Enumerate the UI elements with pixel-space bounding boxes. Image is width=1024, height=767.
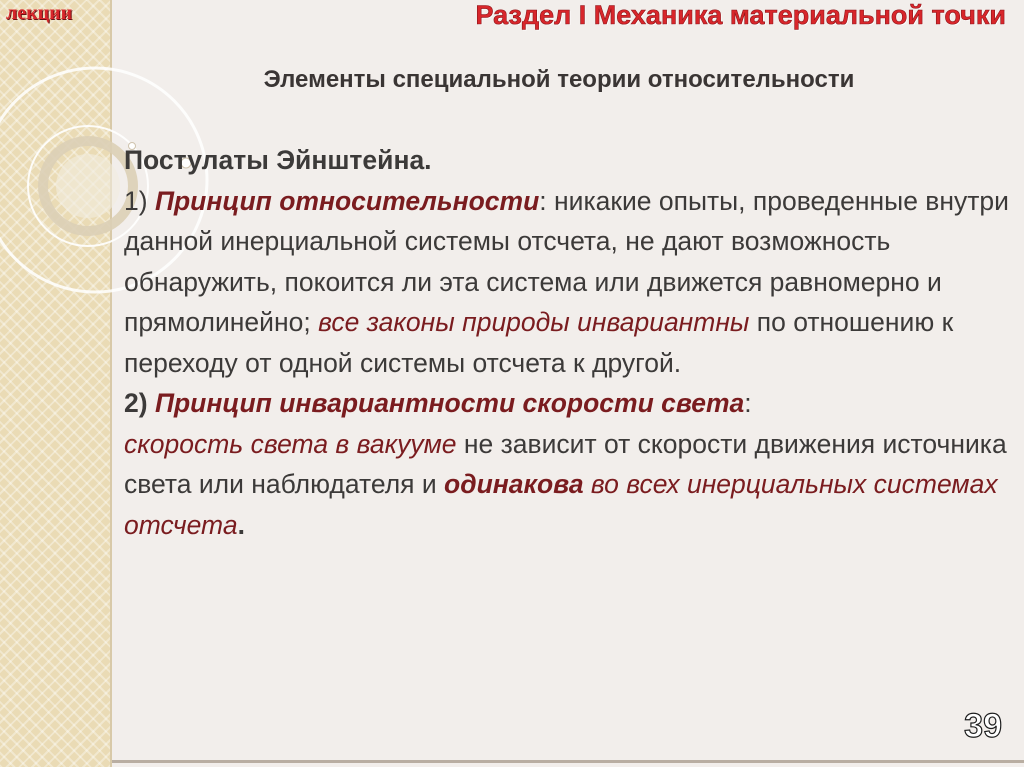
postulate-1-text-end: по отношению к переходу от одной системы отсчета к другой. bbox=[124, 307, 954, 378]
section-title: Раздел I Механика материальной точки bbox=[475, 0, 1006, 30]
postulate-1-colon: : bbox=[539, 185, 547, 216]
postulate-1-number: 1) bbox=[124, 185, 155, 216]
postulate-2-number: 2) bbox=[124, 388, 155, 418]
postulate-2-period: . bbox=[237, 509, 245, 540]
postulate-2-term: Принцип инвариантности скорости света bbox=[154, 388, 745, 418]
postulate-1 bbox=[124, 181, 1009, 384]
postulates-heading bbox=[124, 140, 1009, 181]
postulate-2-italic: скорость света в вакууме bbox=[124, 428, 457, 459]
postulate-1-italic: все законы природы инвариантны bbox=[318, 307, 750, 337]
bottom-divider bbox=[112, 760, 1024, 763]
page-number: 39 bbox=[964, 707, 1002, 745]
slide-body bbox=[124, 140, 1009, 545]
postulate-2-colon: : bbox=[744, 388, 752, 418]
heading-text: Постулаты Эйнштейна. bbox=[124, 145, 432, 175]
postulate-2-italic-end: во всех инерциальных системах отсчета bbox=[124, 469, 998, 540]
postulate-1-text: никакие опыты, проведенные внутри данной инерциальной системы отсчета, не дают возможность обнаружить, покоится ли эта система или движется равномерно и прямолинейно; bbox=[124, 185, 1009, 337]
postulate-2-text: не зависит от скорости движения источника света или наблюдателя и bbox=[124, 428, 1007, 499]
section-label: лекции bbox=[6, 2, 73, 24]
postulate-2 bbox=[124, 383, 1009, 545]
postulate-1-term: Принцип относительности bbox=[154, 185, 540, 216]
slide-title: Элементы специальной теории относительности bbox=[263, 66, 855, 93]
postulate-2-bold-italic: одинакова bbox=[444, 469, 584, 499]
